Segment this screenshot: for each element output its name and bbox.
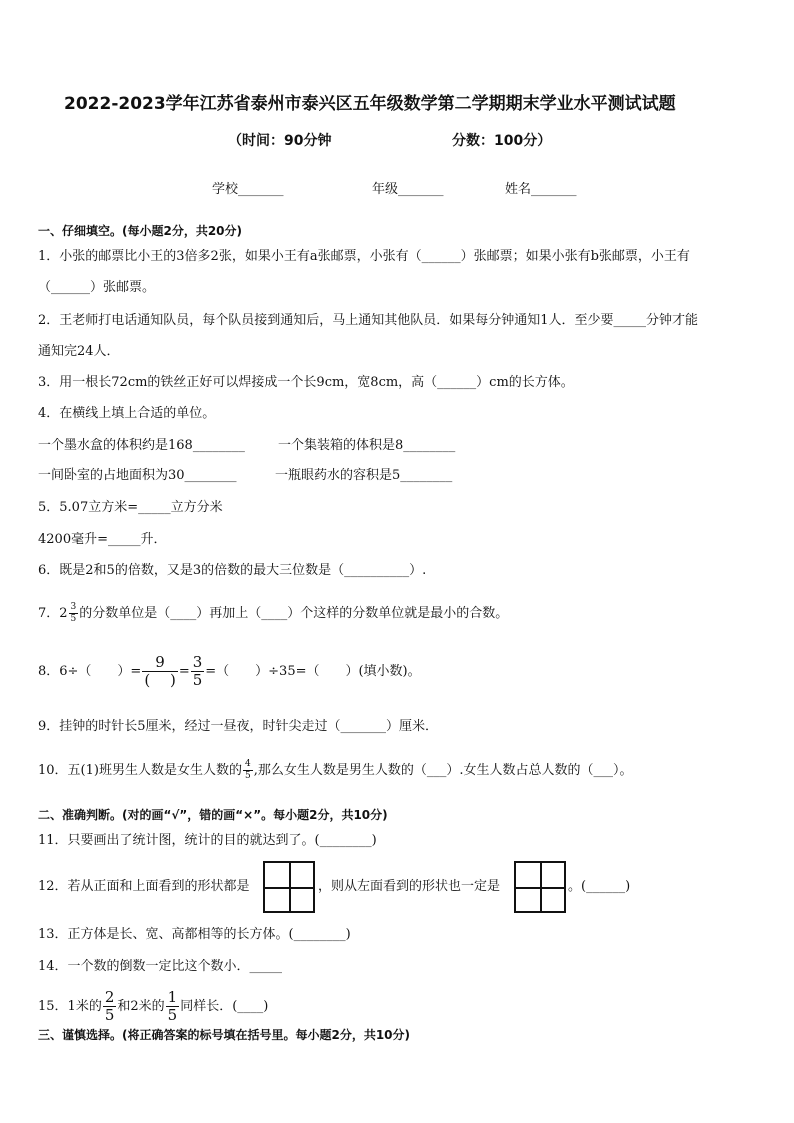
question-14: 14．一个数的倒数一定比这个数小．_____ (38, 959, 283, 974)
question-4-item-b: 一个集装箱的体积是8________ (278, 438, 456, 453)
question-7-prefix: 7．2 (38, 606, 68, 621)
question-7-text: 的分数单位是（____）再加上（____）个这样的分数单位就是最小的合数。 (79, 606, 509, 621)
grid-shape-figure-2 (514, 861, 566, 913)
question-6: 6．既是2和5的倍数，又是3的倍数的最大三位数是（__________）. (38, 563, 427, 578)
question-8 (38, 655, 421, 688)
fraction-denominator: 5 (104, 1006, 115, 1024)
question-1-line-2: （______）张邮票。 (38, 280, 156, 295)
question-3: 3．用一根长72cm的铁丝正好可以焊接成一个长9cm，宽8cm，高（______）cm的长方体。 (38, 375, 574, 390)
question-9: 9．挂钟的时针长5厘米，经过一昼夜，时针尖走过（_______）厘米． (38, 719, 439, 734)
exam-time: （时间：90分钟 (228, 133, 332, 149)
section-2-heading: 二、准确判断。(对的画“√”，错的画“×”。每小题2分，共10分) (38, 808, 388, 822)
question-10-prefix: 10．五(1)班男生人数是女生人数的 (38, 763, 242, 778)
question-4-item-c: 一间卧室的占地面积为30________ (38, 468, 237, 483)
question-8-fraction-2 (191, 655, 205, 688)
question-4-item-d: 一瓶眼药水的容积是5________ (275, 468, 453, 483)
question-15 (38, 990, 268, 1023)
grid-shape-figure-1 (263, 861, 315, 913)
question-12-middle: ，则从左面看到的形状也一定是 (318, 879, 501, 894)
fraction-denominator: 5 (192, 671, 203, 689)
question-8-start: 8．6÷（ ）= (38, 664, 142, 679)
fraction-denominator: 5 (244, 771, 251, 781)
question-15-suffix: 同样长．(____) (180, 999, 269, 1014)
fraction-numerator: 3 (192, 653, 203, 671)
grade-field: 年级_______ (372, 182, 444, 197)
question-12-prefix: 12．若从正面和上面看到的形状都是 (38, 879, 250, 894)
question-1-line-1: 1．小张的邮票比小王的3倍多2张，如果小王有a张邮票，小张有（______）张邮票；如果小张有b张邮票，小王有 (38, 249, 690, 264)
question-8-fraction-1 (142, 655, 177, 688)
question-15-middle: 和2米的 (117, 999, 165, 1014)
question-8-end: =（ ）÷35=（ ）(填小数)。 (205, 664, 421, 679)
question-10-fraction (243, 760, 253, 781)
question-12-suffix: 。(______) (568, 879, 631, 894)
question-7 (38, 603, 508, 624)
fraction-denominator: ( ) (144, 671, 176, 689)
fraction-denominator: 5 (70, 614, 77, 624)
fraction-numerator: 9 (142, 655, 177, 672)
question-5-line-2: 4200毫升=_____升． (38, 532, 167, 547)
question-2-line-2: 通知完24人． (38, 344, 120, 359)
question-10 (38, 760, 632, 781)
fraction-numerator: 3 (70, 602, 77, 612)
name-field: 姓名_______ (505, 182, 577, 197)
question-4-item-a: 一个墨水盒的体积约是168________ (38, 438, 245, 453)
equals-sign: = (178, 664, 190, 679)
question-2-line-1: 2．王老师打电话通知队员，每个队员接到通知后，马上通知其他队员．如果每分钟通知1人．至少要_____分钟才能 (38, 313, 699, 328)
question-5-line-1: 5．5.07立方米=_____立方分米 (38, 500, 223, 515)
exam-score: 分数：100分） (452, 133, 552, 149)
question-7-fraction (69, 603, 79, 624)
page-title: 2022-2023学年江苏省泰州市泰兴区五年级数学第二学期期末学业水平测试试题 (64, 94, 676, 114)
section-1-heading: 一、仔细填空。(每小题2分，共20分) (38, 224, 243, 238)
question-4: 4．在横线上填上合适的单位。 (38, 406, 216, 421)
question-15-fraction-1 (103, 990, 117, 1023)
question-10-text: ,那么女生人数是男生人数的（___）.女生人数占总人数的（___）。 (253, 763, 633, 778)
school-field: 学校_______ (212, 182, 284, 197)
fraction-numerator: 2 (104, 988, 115, 1006)
fraction-numerator: 4 (244, 759, 251, 769)
question-11: 11．只要画出了统计图，统计的目的就达到了。(________) (38, 833, 377, 848)
question-15-fraction-2 (166, 990, 180, 1023)
question-15-prefix: 15．1米的 (38, 999, 102, 1014)
fraction-denominator: 5 (167, 1006, 178, 1024)
fraction-numerator: 1 (167, 988, 178, 1006)
section-3-heading: 三、谨慎选择。(将正确答案的标号填在括号里。每小题2分，共10分) (38, 1028, 411, 1042)
question-13: 13．正方体是长、宽、高都相等的长方体。(________) (38, 927, 351, 942)
